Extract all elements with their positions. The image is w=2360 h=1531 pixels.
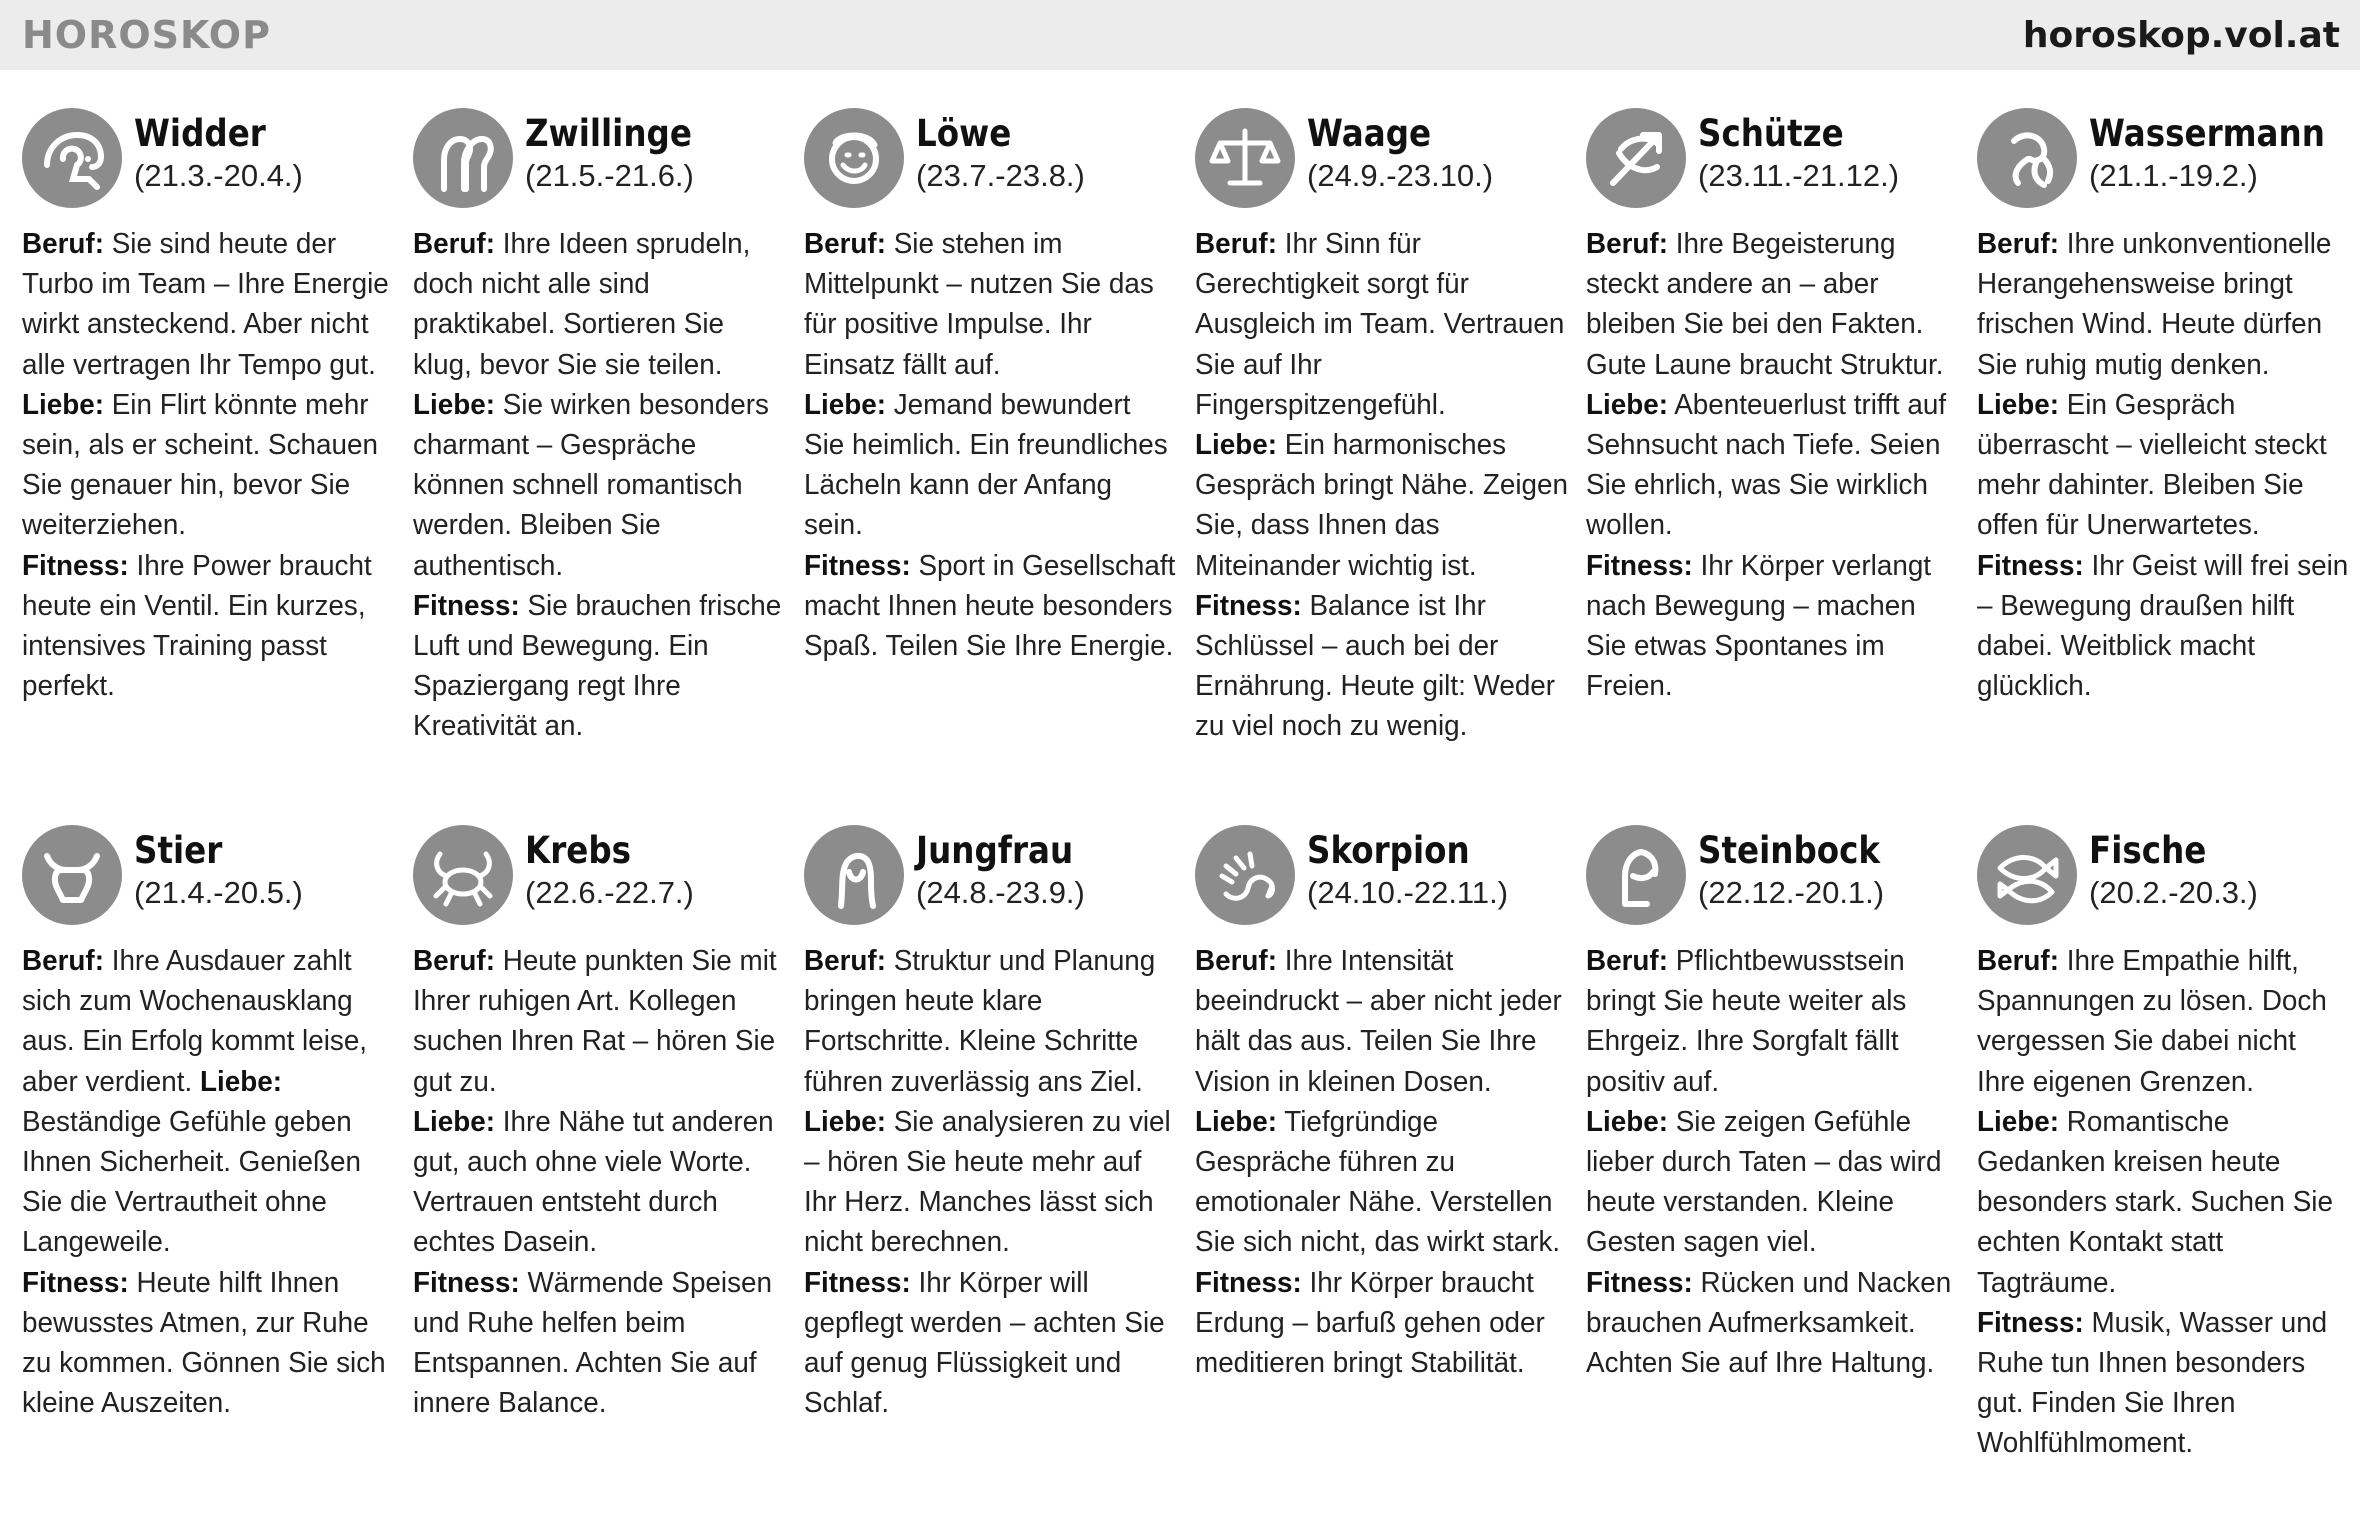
sign-dates: (21.1.-19.2.)	[2089, 158, 2258, 193]
sign-dates: (20.2.-20.3.)	[2089, 875, 2258, 910]
fitness-text: Ihr Geist will frei sein – Bewegung draußen hilft dabei. Weitblick macht glücklich.	[1977, 549, 2349, 703]
label-liebe: Liebe:	[1195, 1105, 1277, 1138]
sign-name: Waage	[1307, 112, 1432, 155]
scales-icon	[1195, 108, 1295, 208]
liebe-text: Ein Flirt könnte mehr sein, als er scheint. Schauen Sie genauer hin, bevor Sie weiterziehen.	[22, 388, 378, 542]
label-fitness: Fitness:	[22, 1266, 129, 1299]
liebe-text: Sie zeigen Gefühle lieber durch Taten – das wird heute verstanden. Kleine Gesten sagen viel.	[1586, 1105, 1942, 1259]
sign-name: Skorpion	[1307, 829, 1470, 872]
bull-icon	[22, 825, 122, 925]
label-liebe: Liebe:	[804, 388, 886, 421]
sign-text	[413, 224, 787, 747]
sign-header	[1977, 108, 2350, 218]
sign-name: Widder	[134, 112, 266, 155]
liebe-text: Ein harmonisches Gespräch bringt Nähe. Zeigen Sie, dass Ihnen das Miteinander wichtig ist.	[1195, 429, 1568, 582]
fish-icon	[1977, 825, 2077, 925]
fitness-text: Ihr Körper verlangt nach Bewegung – machen Sie etwas Spontanes im Freien.	[1586, 549, 1932, 703]
label-beruf: Beruf:	[413, 228, 495, 260]
sign-text	[22, 224, 396, 706]
sign-text	[22, 941, 396, 1423]
water-bearer-icon	[1977, 108, 2077, 208]
sign-header	[22, 825, 395, 935]
fitness-text: Rücken und Nacken brauchen Aufmerksamkeit. Achten Sie auf Ihre Haltung.	[1586, 1266, 1952, 1380]
label-fitness: Fitness:	[804, 1266, 911, 1299]
beruf-text: Heute punkten Sie mit Ihrer ruhigen Art. Kollegen suchen Ihren Rat – hören Sie gut zu.	[413, 945, 777, 1098]
label-beruf: Beruf:	[1977, 945, 2059, 977]
sign-header	[413, 108, 786, 218]
sign-header	[1586, 108, 1959, 218]
sign-dates: (22.6.-22.7.)	[525, 875, 694, 910]
virgin-icon	[804, 825, 904, 925]
label-beruf: Beruf:	[804, 228, 886, 260]
label-liebe: Liebe:	[413, 1105, 495, 1138]
sign-text	[1586, 224, 1960, 706]
liebe-text: Sie wirken besonders charmant – Gespräche können schnell romantisch werden. Bleiben Sie authentisch.	[413, 388, 769, 582]
fitness-text: Musik, Wasser und Ruhe tun Ihnen besonders gut. Finden Sie Ihren Wohlfühlmoment.	[1977, 1306, 2328, 1460]
sign-header	[1586, 825, 1959, 935]
sign-dates: (23.11.-21.12.)	[1698, 158, 1900, 193]
sign-header	[1977, 825, 2350, 935]
label-fitness: Fitness:	[413, 1266, 520, 1299]
ram-icon	[22, 108, 122, 208]
label-liebe: Liebe:	[22, 388, 104, 421]
label-liebe: Liebe:	[199, 1065, 282, 1098]
scorpion-icon	[1195, 825, 1295, 925]
sign-widder	[22, 108, 413, 825]
beruf-text: Struktur und Planung bringen heute klare Fortschritte. Kleine Schritte führen zuverlässig ans Ziel.	[804, 945, 1156, 1098]
sign-titles	[2089, 112, 2357, 196]
sign-titles	[2089, 829, 2258, 913]
sign-header	[1195, 108, 1568, 218]
sign-name: Stier	[134, 829, 223, 872]
label-liebe: Liebe:	[413, 388, 495, 421]
sign-text	[413, 941, 787, 1423]
lion-icon	[804, 108, 904, 208]
label-beruf: Beruf:	[804, 945, 886, 977]
liebe-text: Ein Gespräch überrascht – vielleicht steckt mehr dahinter. Bleiben Sie offen für Unerwartetes.	[1977, 388, 2327, 542]
label-fitness: Fitness:	[1195, 589, 1302, 622]
label-liebe: Liebe:	[804, 1105, 886, 1138]
sign-titles	[1307, 829, 1508, 913]
sign-titles	[916, 112, 1085, 196]
sign-titles	[525, 112, 715, 196]
sign-name: Fische	[2089, 829, 2207, 872]
fitness-text: Sport in Gesellschaft macht Ihnen heute besonders Spaß. Teilen Sie Ihre Energie.	[804, 549, 1176, 663]
sign-titles	[1307, 112, 1493, 196]
label-beruf: Beruf:	[22, 945, 104, 977]
beruf-text: Ihre Ausdauer zahlt sich zum Wochenausklang aus. Ein Erfolg kommt leise, aber verdient.	[22, 945, 368, 1098]
sign-jungfrau	[804, 825, 1195, 1515]
sign-dates: (24.9.-23.10.)	[1307, 158, 1494, 193]
sign-schuetze	[1586, 108, 1977, 825]
sign-titles	[525, 829, 694, 913]
fitness-text: Wärmende Speisen und Ruhe helfen beim Entspannen. Achten Sie auf innere Balance.	[413, 1266, 772, 1420]
site-url: horoskop.vol.at	[2022, 14, 2340, 56]
sign-steinbock	[1586, 825, 1977, 1515]
sign-dates: (21.4.-20.5.)	[134, 875, 303, 910]
sign-header	[1195, 825, 1568, 935]
fitness-text: Ihr Körper braucht Erdung – barfuß gehen oder meditieren bringt Stabilität.	[1195, 1266, 1545, 1380]
beruf-text: Ihre Begeisterung steckt andere an – aber bleiben Sie bei den Fakten. Gute Laune braucht Struktur.	[1586, 228, 1944, 381]
header-bar	[0, 0, 2360, 70]
beruf-text: Ihre Intensität beeindruckt – aber nicht jeder hält das aus. Teilen Sie Ihre Vision in kleinen Dosen.	[1195, 945, 1562, 1098]
sign-titles	[134, 112, 303, 196]
fitness-text: Heute hilft Ihnen bewusstes Atmen, zur Ruhe zu kommen. Gönnen Sie sich kleine Auszeiten.	[22, 1266, 386, 1420]
sign-header	[804, 108, 1177, 218]
sign-text	[1195, 224, 1569, 747]
sign-text	[1586, 941, 1960, 1383]
sign-loewe	[804, 108, 1195, 825]
fitness-text: Sie brauchen frische Luft und Bewegung. Ein Spaziergang regt Ihre Kreativität an.	[413, 589, 782, 743]
sign-dates: (21.5.-21.6.)	[525, 158, 694, 193]
label-beruf: Beruf:	[1977, 228, 2059, 260]
fitness-text: Ihre Power braucht heute ein Ventil. Ein kurzes, intensives Training passt perfekt.	[22, 549, 372, 703]
page-title: HOROSKOP	[22, 13, 271, 57]
sign-text	[1977, 941, 2351, 1464]
sign-header	[22, 108, 395, 218]
sign-titles	[1698, 112, 1899, 196]
beruf-text: Sie stehen im Mittelpunkt – nutzen Sie das für positive Impulse. Ihr Einsatz fällt auf.	[804, 228, 1154, 381]
liebe-text: Sie analysieren zu viel – hören Sie heute mehr auf Ihr Herz. Manches lässt sich nicht berechnen.	[804, 1105, 1171, 1259]
label-beruf: Beruf:	[1586, 945, 1668, 977]
liebe-text: Ihre Nähe tut anderen gut, auch ohne viele Worte. Vertrauen entsteht durch echtes Dasein.	[413, 1105, 774, 1259]
label-fitness: Fitness:	[804, 549, 911, 582]
sign-fische	[1977, 825, 2360, 1515]
label-fitness: Fitness:	[413, 589, 520, 622]
label-fitness: Fitness:	[22, 549, 129, 582]
label-liebe: Liebe:	[1977, 1105, 2059, 1138]
label-fitness: Fitness:	[1195, 1266, 1302, 1299]
sign-name: Schütze	[1698, 112, 1844, 155]
beruf-text: Ihr Sinn für Gerechtigkeit sorgt für Ausgleich im Team. Vertrauen Sie auf Ihr Fingerspitzengefühl.	[1195, 228, 1565, 421]
sign-header	[804, 825, 1177, 935]
sign-dates: (24.8.-23.9.)	[916, 875, 1085, 910]
sign-name: Wassermann	[2089, 112, 2325, 155]
sign-dates: (23.7.-23.8.)	[916, 158, 1085, 193]
archer-icon	[1586, 108, 1686, 208]
label-beruf: Beruf:	[1195, 945, 1277, 977]
sign-wassermann	[1977, 108, 2360, 825]
sign-text	[804, 941, 1178, 1423]
label-beruf: Beruf:	[413, 945, 495, 977]
sign-zwillinge	[413, 108, 804, 825]
sign-text	[1977, 224, 2351, 706]
sign-text	[1195, 941, 1569, 1383]
liebe-text: Jemand bewundert Sie heimlich. Ein freundliches Lächeln kann der Anfang sein.	[804, 388, 1168, 542]
label-fitness: Fitness:	[1977, 1306, 2084, 1339]
sign-dates: (21.3.-20.4.)	[134, 158, 303, 193]
label-liebe: Liebe:	[1977, 388, 2059, 421]
label-liebe: Liebe:	[1195, 429, 1277, 462]
label-liebe: Liebe:	[1586, 1105, 1668, 1138]
crab-icon	[413, 825, 513, 925]
fitness-text: Ihr Körper will gepflegt werden – achten Sie auf genug Flüssigkeit und Schlaf.	[804, 1266, 1165, 1420]
fitness-text: Balance ist Ihr Schlüssel – auch bei der Ernährung. Heute gilt: Weder zu viel noch zu wenig.	[1195, 589, 1556, 743]
label-beruf: Beruf:	[1586, 228, 1668, 260]
label-fitness: Fitness:	[1977, 549, 2084, 582]
sign-titles	[134, 829, 303, 913]
sign-name: Zwillinge	[525, 112, 692, 155]
sign-dates: (24.10.-22.11.)	[1307, 875, 1509, 910]
label-fitness: Fitness:	[1586, 1266, 1693, 1299]
beruf-text: Pflichtbewusstsein bringt Sie heute weiter als Ehrgeiz. Ihre Sorgfalt fällt positiv auf.	[1586, 945, 1907, 1098]
liebe-text: Abenteuerlust trifft auf Sehnsucht nach Tiefe. Seien Sie ehrlich, was Sie wirklich wollen.	[1586, 388, 1947, 542]
sign-titles	[916, 829, 1095, 913]
sign-name: Steinbock	[1698, 829, 1881, 872]
twins-icon	[413, 108, 513, 208]
beruf-text: Ihre Empathie hilft, Spannungen zu lösen. Doch vergessen Sie dabei nicht Ihre eigenen Grenzen.	[1977, 945, 2327, 1098]
sign-krebs	[413, 825, 804, 1515]
liebe-text: Beständige Gefühle geben Ihnen Sicherheit. Genießen Sie die Vertrautheit ohne Langeweile.	[22, 1105, 361, 1259]
sign-name: Krebs	[525, 829, 632, 872]
beruf-text: Sie sind heute der Turbo im Team – Ihre Energie wirkt ansteckend. Aber nicht alle vertragen Ihr Tempo gut.	[22, 228, 389, 381]
sign-stier	[22, 825, 413, 1515]
label-liebe: Liebe:	[1586, 388, 1668, 421]
sign-waage	[1195, 108, 1586, 825]
goat-icon	[1586, 825, 1686, 925]
sign-name: Löwe	[916, 112, 1012, 155]
label-beruf: Beruf:	[1195, 228, 1277, 260]
sign-name: Jungfrau	[916, 829, 1074, 872]
sign-header	[413, 825, 786, 935]
beruf-text: Ihre Ideen sprudeln, doch nicht alle sind praktikabel. Sortieren Sie klug, bevor Sie sie teilen.	[413, 228, 751, 381]
label-fitness: Fitness:	[1586, 549, 1693, 582]
beruf-text: Ihre unkonventionelle Herangehensweise bringt frischen Wind. Heute dürfen Sie ruhig mutig denken.	[1977, 228, 2332, 381]
horoscope-grid	[22, 108, 2352, 1518]
sign-dates: (22.12.-20.1.)	[1698, 875, 1885, 910]
liebe-text: Romantische Gedanken kreisen heute besonders stark. Suchen Sie echten Kontakt statt Tagträume.	[1977, 1105, 2333, 1299]
liebe-text: Tiefgründige Gespräche führen zu emotionaler Nähe. Verstellen Sie sich nicht, das wirkt stark.	[1195, 1105, 1561, 1259]
sign-titles	[1698, 829, 1905, 913]
label-beruf: Beruf:	[22, 228, 104, 260]
sign-skorpion	[1195, 825, 1586, 1515]
sign-text	[804, 224, 1178, 666]
